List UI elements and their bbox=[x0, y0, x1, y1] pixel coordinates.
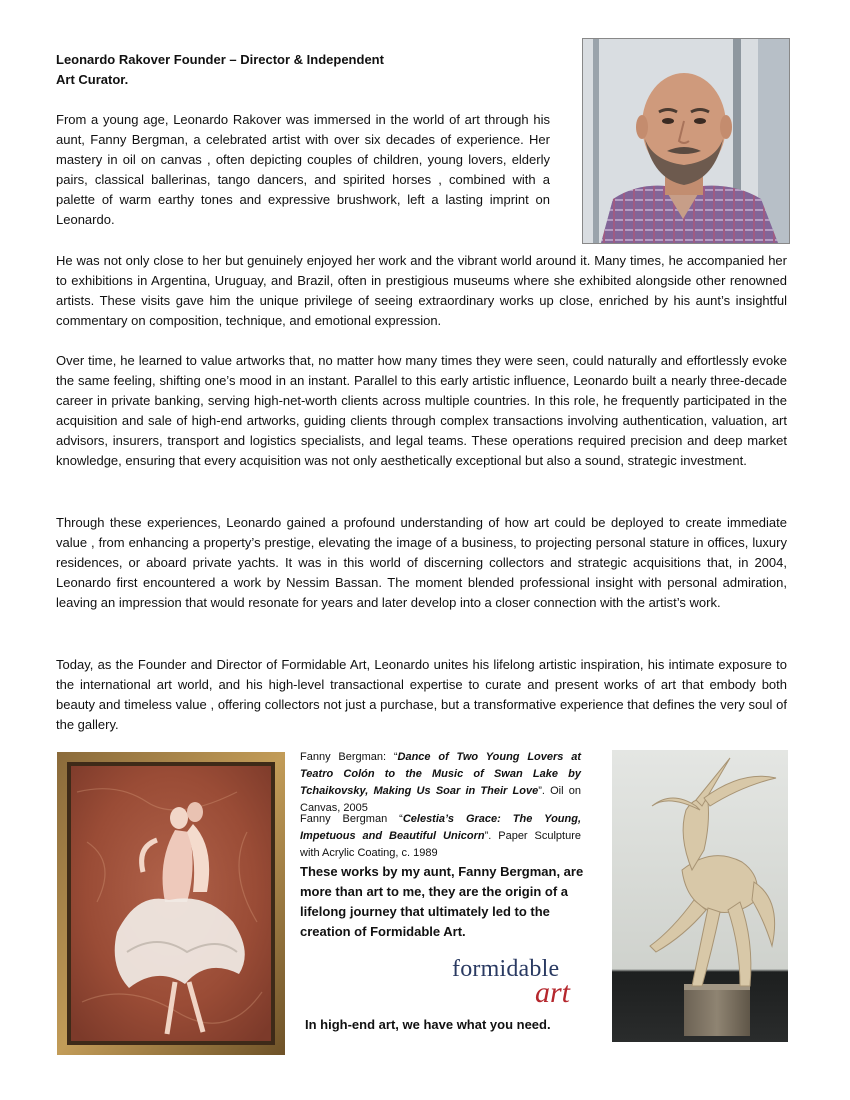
tagline: In high-end art, we have what you need. bbox=[305, 1017, 551, 1032]
caption-painting-details: ”. Oil on Canvas, 2005 bbox=[300, 785, 581, 814]
painting-dance-of-two-lovers bbox=[57, 752, 285, 1055]
caption-sculpture bbox=[300, 811, 581, 862]
caption-painting bbox=[300, 749, 581, 817]
paragraph-intro: From a young age, Leonardo Rakover was immersed in the world of art through his aunt, Fanny Bergman, a celebrated artist with over six decades of experience. Her mastery in oil on canvas , often depicting couples of children, young lovers, elderly pairs, classical ballerinas, tango dancers, and spirited horses , combined with a palette of warm earthy tones and expressive brushwork, left a lasting imprint on Leonardo. bbox=[56, 112, 550, 227]
document-heading bbox=[56, 50, 516, 90]
caption-painting-artist: Fanny Bergman: “ bbox=[300, 751, 398, 763]
paragraph-exhibitions: He was not only close to her but genuinely enjoyed her work and the vibrant world around it. Many times, he accompanied her to exhibitions in Argentina, Uruguay, and Brazil, often in prestigious museums where she exhibited alongside other renowned artists. These visits gave him the unique privilege of seeing extraordinary works up close, enriched by his aunt’s insightful commentary on composition, technique, and emotional expression. bbox=[56, 253, 787, 328]
caption-sculpture-details: ”. Paper Sculpture with Acrylic Coating, c. 1989 bbox=[300, 830, 582, 859]
heading-line-1: Leonardo Rakover Founder – Director & Independent bbox=[56, 52, 384, 67]
sculpture-unicorn-photo bbox=[612, 750, 788, 1042]
caption-sculpture-artist: Fanny Bergman “ bbox=[300, 813, 403, 825]
caption-painting-title: Dance of Two Young Lovers at Teatro Colón to the Music of Swan Lake by Tchaikovsky, Making Us Soar in Their Love bbox=[300, 751, 581, 797]
logo-word-formidable: formidable bbox=[452, 956, 560, 982]
portrait-photo bbox=[582, 38, 790, 244]
heading-line-2: Art Curator. bbox=[56, 72, 129, 87]
paragraph-today: Today, as the Founder and Director of Formidable Art, Leonardo unites his lifelong artistic inspiration, his intimate exposure to the international art world, and his high-level transactional expertise to curate and present works of art that embody both beauty and timeless value , offering collectors not just a purchase, but a transformative experience that defines the very soul of the gallery. bbox=[56, 657, 787, 732]
paragraph-experience: Through these experiences, Leonardo gained a profound understanding of how art could be deployed to create immediate value , from enhancing a property’s prestige, elevating the image of a business, to projecting personal stature in offices, luxury residences, or aboard private yachts. It was in this world of discerning collectors and strategic acquisitions that, in 2004, Leonardo first encountered a work by Nessim Bassan. The moment blended professional insight with personal admiration, leaving an impression that would resonate for years and later develop into a closer connection with the artist’s work. bbox=[56, 515, 787, 610]
logo-word-art: art bbox=[534, 976, 570, 1009]
tribute-statement: These works by my aunt, Fanny Bergman, are more than art to me, they are the origin of a lifelong journey that ultimately led to the creation of Formidable Art. bbox=[300, 864, 584, 939]
paragraph-banking-career: Over time, he learned to value artworks that, no matter how many times they were seen, could naturally and effortlessly evoke the same feeling, shifting one’s mood in an instant. Parallel to this early artistic influence, Leonardo built a nearly three-decade career in private banking, serving high-net-worth clients across multiple countries. In this role, he frequently participated in the acquisition and sale of high-end artworks, guiding clients through complex transactions involving authentication, valuation, art advisors, insurers, transport and logistics specialists, and legal teams. These operations required precision and deep market knowledge, ensuring that every acquisition was not only aesthetically exceptional but also a sound, strategic investment. bbox=[56, 353, 787, 468]
caption-sculpture-title: Celestia’s Grace: The Young, Impetuous and Beautiful Unicorn bbox=[300, 813, 581, 842]
formidable-art-logo bbox=[452, 956, 572, 1012]
